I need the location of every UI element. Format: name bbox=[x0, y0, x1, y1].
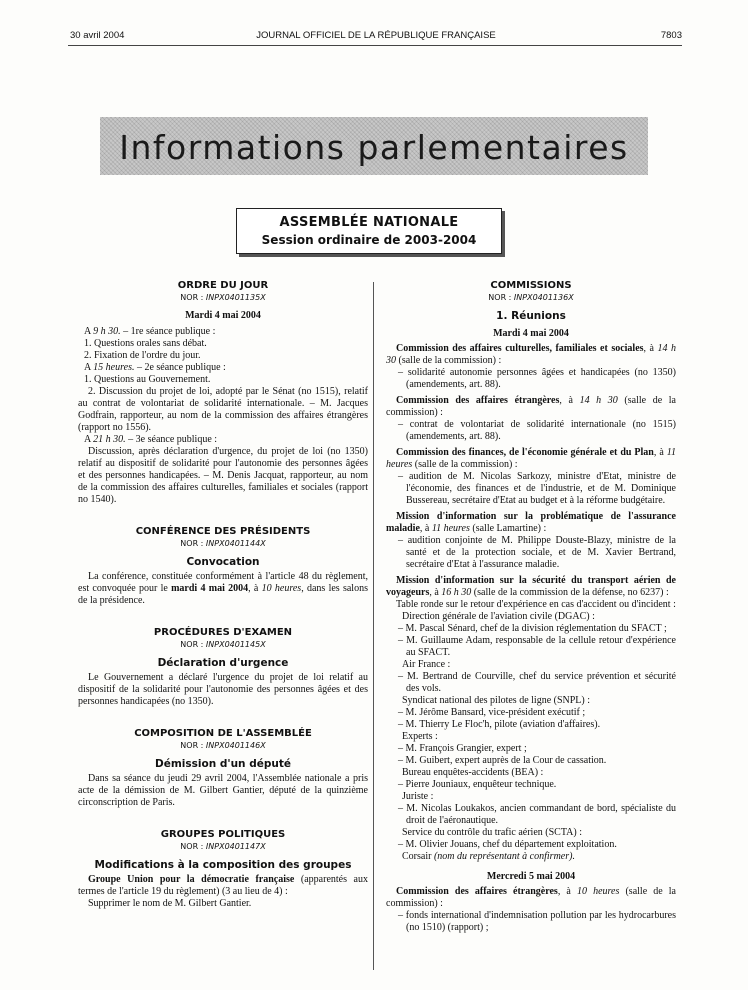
organisation-name: Corsair (nom du représentant à confirmer). bbox=[402, 851, 575, 862]
paragraph: Groupe Union pour la démocratie française (apparentés aux termes de l'article 19 du règlement) (3 au lieu de 4) : bbox=[78, 874, 368, 897]
participant: – M. François Grangier, expert ; bbox=[398, 743, 527, 754]
section-banner bbox=[100, 117, 648, 175]
participant: – M. Olivier Jouans, chef du département exploitation. bbox=[398, 839, 617, 850]
nor-reference: NOR : INPX0401146X bbox=[180, 741, 266, 750]
right-column bbox=[386, 280, 676, 934]
organisation-name: Bureau enquêtes-accidents (BEA) : bbox=[402, 767, 544, 778]
agenda-item: – contrat de volontariat de solidarité internationale (no 1515) (amendements, art. 88). bbox=[398, 419, 676, 442]
participant: – M. Jérôme Bansard, vice-président exécutif ; bbox=[398, 707, 586, 718]
subheading-reunions: 1. Réunions bbox=[496, 310, 566, 322]
agenda-item: 2. Discussion du projet de loi, adopté par le Sénat (no 1515), relatif au contrat de volontariat de solidarité internationale. – M. Jacques Godfrain, rapporteur, au nom de la commission des affaires étrangères (rapport no 1556). bbox=[78, 386, 368, 433]
agenda-item: – audition de M. Nicolas Sarkozy, ministre d'Etat, ministre de l'économie, des finances et de l'industrie, et de M. Dominique Bussereau, secrétaire d'Etat au budget et à la réforme budgétaire. bbox=[398, 471, 676, 506]
section-heading-conference: CONFÉRENCE DES PRÉSIDENTS bbox=[135, 526, 311, 537]
nor-reference: NOR : INPX0401136X bbox=[488, 293, 574, 302]
subheading-convocation: Convocation bbox=[186, 556, 260, 568]
agenda-item: 1. Questions orales sans débat. bbox=[84, 338, 207, 349]
nor-reference: NOR : INPX0401145X bbox=[180, 640, 266, 649]
commission-entry: Commission des affaires étrangères, à 10 heures (salle de la commission) : bbox=[386, 886, 676, 909]
paragraph: Table ronde sur le retour d'expérience en cas d'accident ou d'incident : bbox=[396, 599, 676, 610]
nor-reference: NOR : INPX0401147X bbox=[180, 842, 266, 851]
organisation-name: Experts : bbox=[402, 731, 438, 742]
header-rule bbox=[68, 45, 682, 46]
agenda-item: – audition conjointe de M. Philippe Douste-Blazy, ministre de la santé et de la protection sociale, et de M. Xavier Bertrand, secrétaire d'Etat à l'assurance maladie. bbox=[398, 535, 676, 570]
subheading-modifications: Modifications à la composition des groupes bbox=[94, 859, 352, 871]
participant: – M. Bertrand de Courville, chef du service prévention et sécurité des vols. bbox=[398, 671, 676, 694]
organisation-name: Service du contrôle du trafic aérien (SCTA) : bbox=[402, 827, 582, 838]
banner-title: Informations parlementaires bbox=[119, 128, 629, 167]
organisation-name: Air France : bbox=[402, 659, 451, 670]
participant: – M. Guibert, expert auprès de la Cour de cassation. bbox=[398, 755, 607, 766]
running-header bbox=[70, 30, 682, 44]
meeting-date: Mardi 4 mai 2004 bbox=[493, 328, 569, 339]
nor-reference: NOR : INPX0401144X bbox=[180, 539, 266, 548]
commission-entry: Commission des affaires étrangères, à 14 h 30 (salle de la commission) : bbox=[386, 395, 676, 418]
header-page-number: 7803 bbox=[660, 30, 682, 41]
mission-entry: Mission d'information sur la problématique de l'assurance maladie, à 11 heures (salle Lamartine) : bbox=[386, 511, 676, 534]
subheading-urgence: Déclaration d'urgence bbox=[157, 657, 289, 669]
nor-reference: NOR : INPX0401135X bbox=[180, 293, 266, 302]
agenda-item: 2. Fixation de l'ordre du jour. bbox=[84, 350, 201, 361]
header-journal-title: JOURNAL OFFICIEL DE LA RÉPUBLIQUE FRANÇAISE bbox=[256, 30, 496, 41]
mission-entry: Mission d'information sur la sécurité du transport aérien de voyageurs, à 16 h 30 (salle de la commission de la défense, no 6237) : bbox=[386, 575, 676, 598]
paragraph: Le Gouvernement a déclaré l'urgence du projet de loi relatif au dispositif de la solidarité pour l'autonomie des personnes âgées et des personnes handicapées (no 1350). bbox=[78, 672, 368, 707]
agenda-item: – solidarité autonomie personnes âgées et handicapées (no 1350) (amendements, art. 88). bbox=[398, 367, 676, 390]
participant: – M. Nicolas Loukakos, ancien commandant de bord, spécialiste du droit de l'aéronautique. bbox=[398, 803, 676, 826]
meeting-date: Mercredi 5 mai 2004 bbox=[486, 871, 576, 882]
section-heading-groupes: GROUPES POLITIQUES bbox=[160, 829, 286, 840]
section-heading-commissions: COMMISSIONS bbox=[490, 280, 572, 291]
organisation-name: Juriste : bbox=[402, 791, 434, 802]
agenda-item: 1. Questions au Gouvernement. bbox=[84, 374, 211, 385]
paragraph: Dans sa séance du jeudi 29 avril 2004, l'Assemblée nationale a pris acte de la démission de M. Gilbert Gantier, député de la quinzième circonscription de Paris. bbox=[78, 773, 368, 808]
sitting-line: A 15 heures. – 2e séance publique : bbox=[84, 362, 226, 373]
organisation-name: Syndicat national des pilotes de ligne (SNPL) : bbox=[402, 695, 591, 706]
sitting-line: A 9 h 30. – 1re séance publique : bbox=[84, 326, 216, 337]
header-date: 30 avril 2004 bbox=[70, 30, 125, 41]
subheading-demission: Démission d'un député bbox=[155, 758, 291, 770]
commission-entry: Commission des affaires culturelles, familiales et sociales, à 14 h 30 (salle de la commission) : bbox=[386, 343, 676, 366]
section-heading-ordre-du-jour: ORDRE DU JOUR bbox=[177, 280, 269, 291]
participant: – M. Guillaume Adam, responsable de la cellule retour d'expérience au SFACT. bbox=[398, 635, 676, 658]
column-divider bbox=[373, 282, 374, 970]
paragraph: La conférence, constituée conformément à l'article 48 du règlement, est convoquée pour le mardi 4 mai 2004, à 10 heures, dans les salons de la présidence. bbox=[78, 571, 368, 606]
participant: – M. Thierry Le Floc'h, pilote (aviation d'affaires). bbox=[398, 719, 601, 730]
participant: – M. Pascal Sénard, chef de la division réglementation du SFACT ; bbox=[398, 623, 667, 634]
session-date: Mardi 4 mai 2004 bbox=[185, 310, 261, 321]
session-name: Session ordinaire de 2003-2004 bbox=[261, 233, 477, 247]
assembly-name: ASSEMBLÉE NATIONALE bbox=[279, 215, 459, 230]
section-heading-procedures: PROCÉDURES D'EXAMEN bbox=[153, 627, 293, 638]
paragraph: Supprimer le nom de M. Gilbert Gantier. bbox=[88, 898, 252, 909]
agenda-item: – fonds international d'indemnisation pollution par les hydrocarbures (no 1510) (rapport) ; bbox=[398, 910, 676, 933]
organisation-name: Direction générale de l'aviation civile (DGAC) : bbox=[402, 611, 595, 622]
section-heading-composition: COMPOSITION DE L'ASSEMBLÉE bbox=[134, 728, 312, 739]
participant: – Pierre Jouniaux, enquêteur technique. bbox=[398, 779, 557, 790]
assembly-title-box bbox=[236, 208, 502, 254]
sitting-line: A 21 h 30. – 3e séance publique : bbox=[84, 434, 218, 445]
agenda-item: Discussion, après déclaration d'urgence, du projet de loi (no 1350) relatif au dispositif de solidarité pour l'autonomie des personnes âgées et des personnes handicapées. – M. Denis Jacquat, rapporteur, au nom de la commission des affaires culturelles, familiales et sociales (rapport no 1540). bbox=[78, 446, 368, 505]
commission-entry: Commission des finances, de l'économie générale et du Plan, à 11 heures (salle de la commission) : bbox=[386, 447, 676, 470]
left-column bbox=[78, 280, 368, 910]
